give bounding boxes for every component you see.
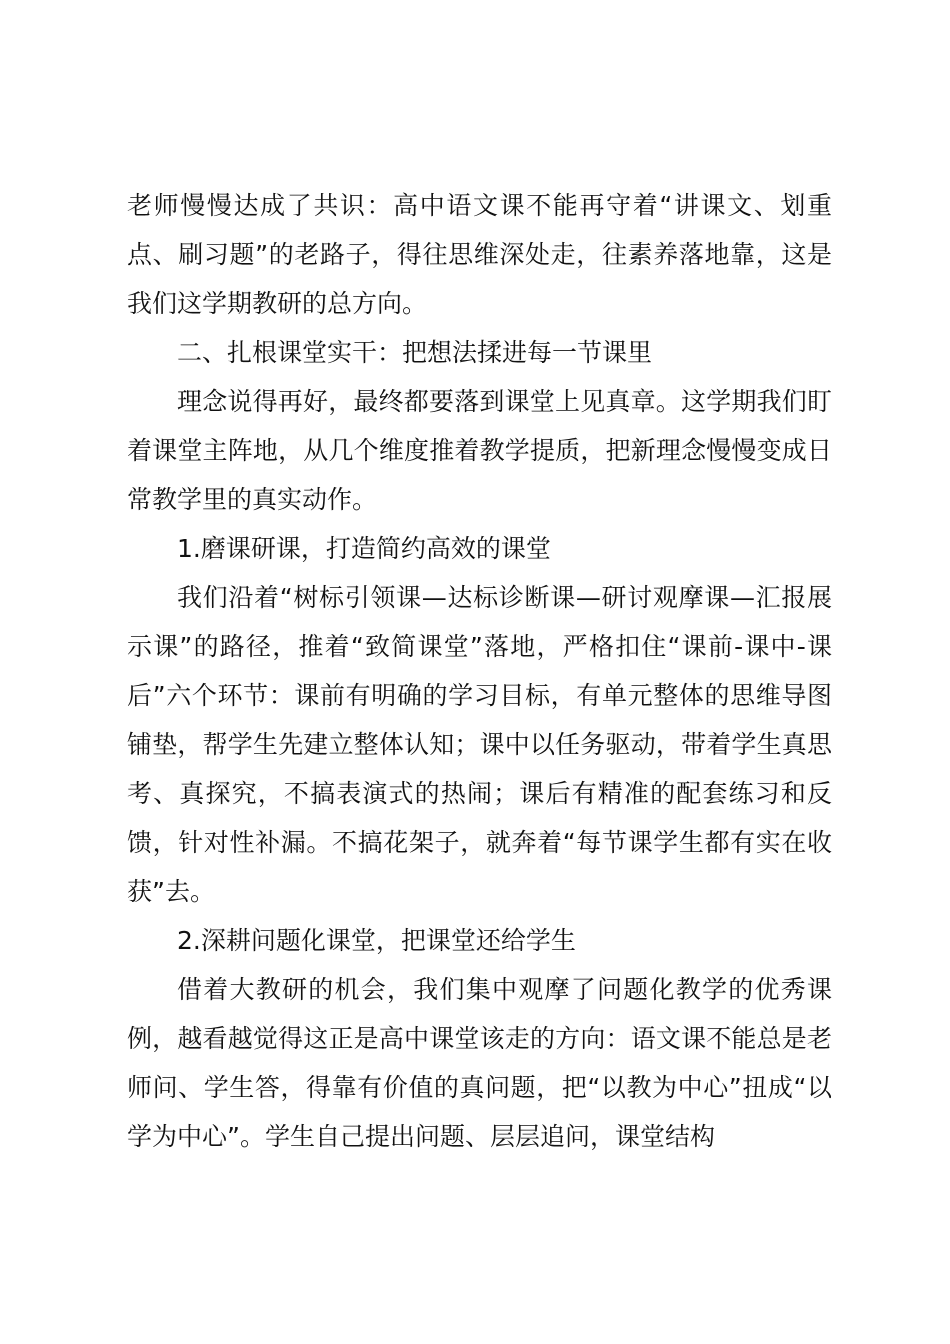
paragraph-classroom-intro: 理念说得再好，最终都要落到课堂上见真章。这学期我们盯着课堂主阵地，从几个维度推着教学提质，把新理念慢慢变成日常教学里的真实动作。 — [127, 387, 832, 514]
paragraph-continued-consensus: 老师慢慢达成了共识：高中语文课不能再守着“讲课文、划重点、刷习题”的老路子，得往思维深处走，往素养落地靠，这是我们这学期教研的总方向。 — [127, 191, 832, 318]
subheading-lesson-polishing: 1.磨课研课，打造简约高效的课堂 — [177, 534, 551, 563]
paragraph-problem-based-classroom: 借着大教研的机会，我们集中观摩了问题化教学的优秀课例，越看越觉得这正是高中课堂该走的方向：语文课不能总是老师问、学生答，得靠有价值的真问题，把“以教为中心”扭成“以学为中心”。学生自己提出问题、层层追问，课堂结构 — [127, 975, 832, 1151]
document-body — [127, 181, 832, 1161]
paragraph-lesson-polishing: 我们沿着“树标引领课—达标诊断课—研讨观摩课—汇报展示课”的路径，推着“致简课堂”落地，严格扣住“课前-课中-课后”六个环节：课前有明确的学习目标，有单元整体的思维导图铺垫，帮学生先建立整体认知；课中以任务驱动，带着学生真思考、真探究，不搞表演式的热闹；课后有精准的配套练习和反馈，针对性补漏。不搞花架子，就奔着“每节课学生都有实在收获”去。 — [127, 583, 832, 906]
subheading-problem-based-classroom: 2.深耕问题化课堂，把课堂还给学生 — [177, 926, 576, 955]
section-heading-classroom-practice: 二、扎根课堂实干：把想法揉进每一节课里 — [177, 338, 653, 367]
